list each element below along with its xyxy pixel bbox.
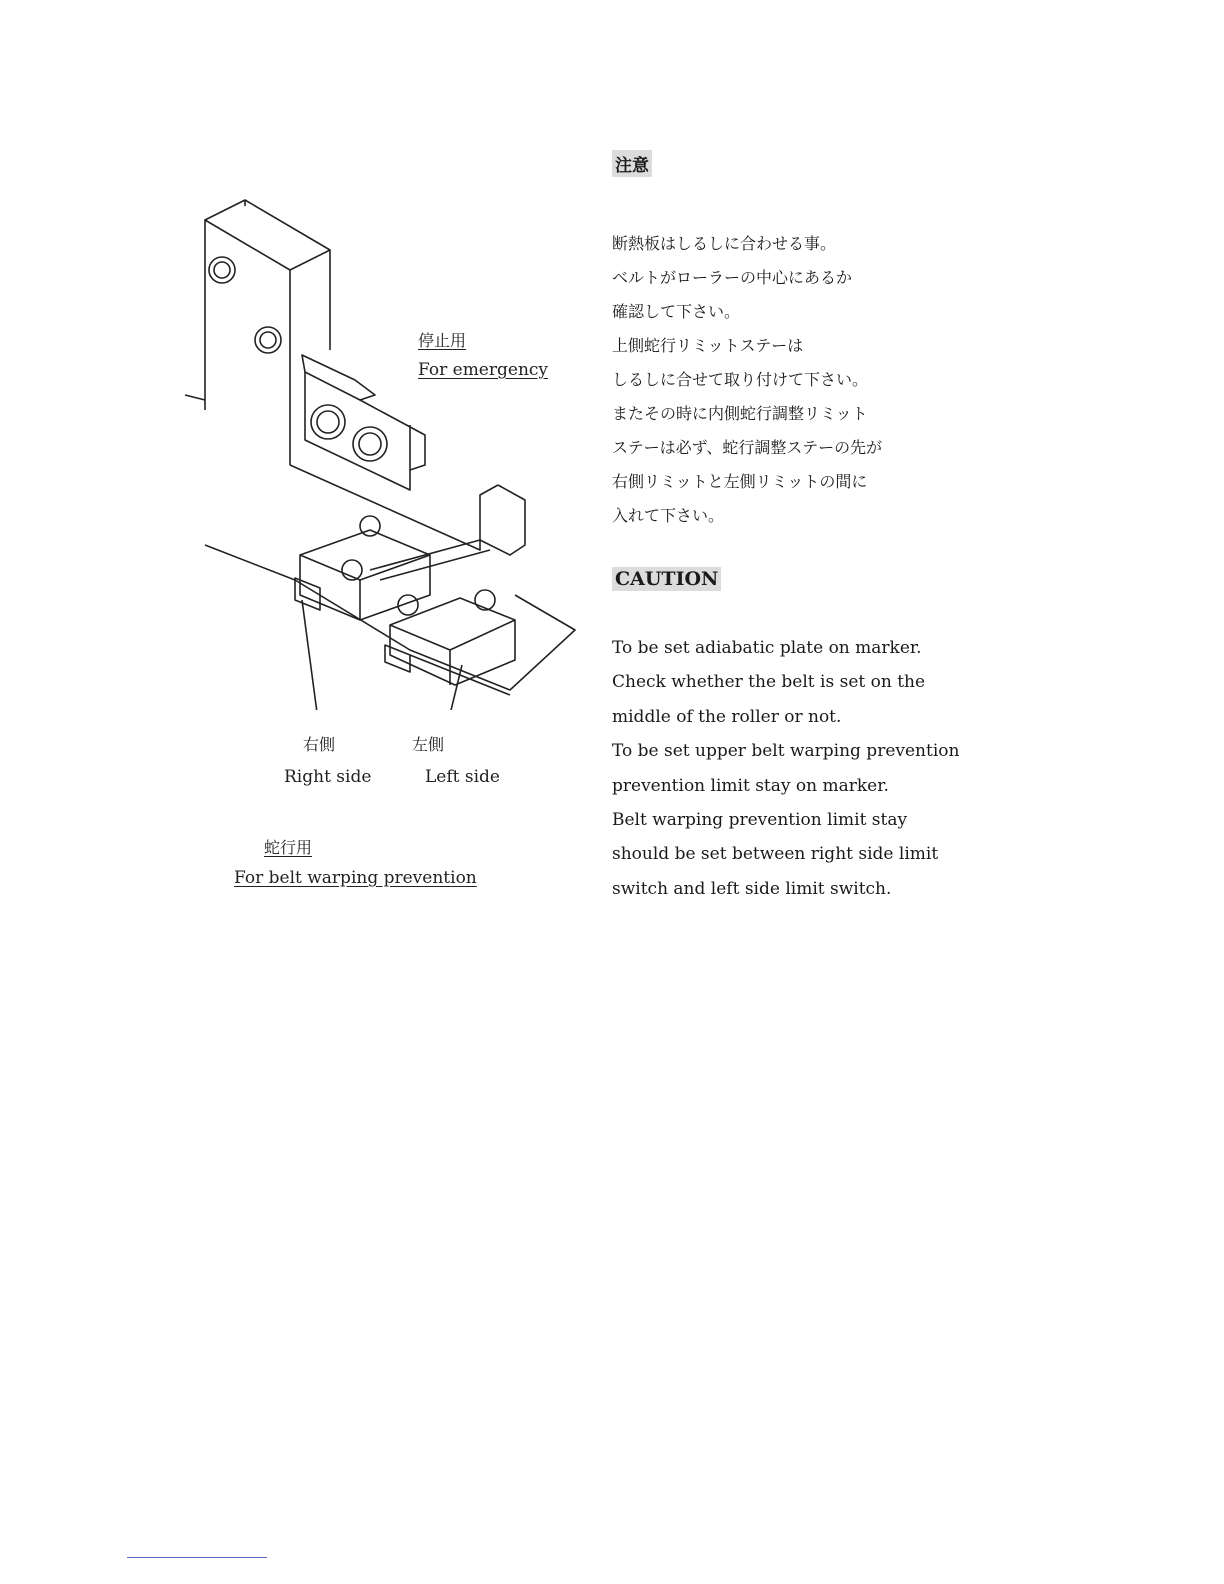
right-side-label-jp: 右側 — [303, 735, 336, 754]
jp-line: ステーは必ず、蛇行調整ステーの先が — [612, 438, 883, 457]
jp-line: 入れて下さい。 — [612, 506, 725, 525]
jp-line: ベルトがローラーの中心にあるか — [612, 268, 853, 287]
emergency-label-jp: 停止用 — [418, 331, 467, 350]
caution-heading-jp: 注意 — [612, 150, 652, 177]
jp-line: 断熱板はしるしに合わせる事。 — [612, 234, 837, 253]
left-side-label-en: Left side — [425, 767, 500, 787]
footnote-rule — [127, 1557, 267, 1558]
caution-heading-en: CAUTION — [612, 567, 721, 591]
right-side-label-en: Right side — [284, 767, 372, 787]
en-line: prevention limit stay on marker. — [612, 775, 889, 796]
en-instructions — [612, 631, 1032, 906]
bolt-icon — [209, 257, 387, 461]
warping-label-en: For belt warping prevention — [234, 868, 477, 888]
en-line: should be set between right side limit — [612, 844, 939, 865]
jp-instructions — [612, 227, 1032, 533]
limit-switch-drawing — [180, 150, 600, 710]
en-line: Check whether the belt is set on the — [612, 672, 926, 693]
en-line: middle of the roller or not. — [612, 706, 842, 727]
emergency-label-en: For emergency — [418, 360, 549, 380]
jp-line: しるしに合せて取り付けて下さい。 — [612, 370, 869, 389]
notes-column — [612, 150, 1032, 906]
left-side-label-jp: 左側 — [412, 735, 445, 754]
en-line: To be set adiabatic plate on marker. — [612, 638, 922, 658]
jp-line: 確認して下さい。 — [612, 302, 741, 321]
en-line: switch and left side limit switch. — [612, 878, 892, 899]
jp-line: 上側蛇行リミットステーは — [612, 336, 804, 355]
en-line: Belt warping prevention limit stay — [612, 809, 908, 830]
mechanical-diagram — [180, 150, 600, 910]
jp-line: 右側リミットと左側リミットの間に — [612, 472, 868, 491]
en-line: To be set upper belt warping prevention — [612, 741, 960, 762]
warping-label-jp: 蛇行用 — [264, 838, 313, 857]
jp-line: またその時に内側蛇行調整リミット — [612, 404, 868, 423]
